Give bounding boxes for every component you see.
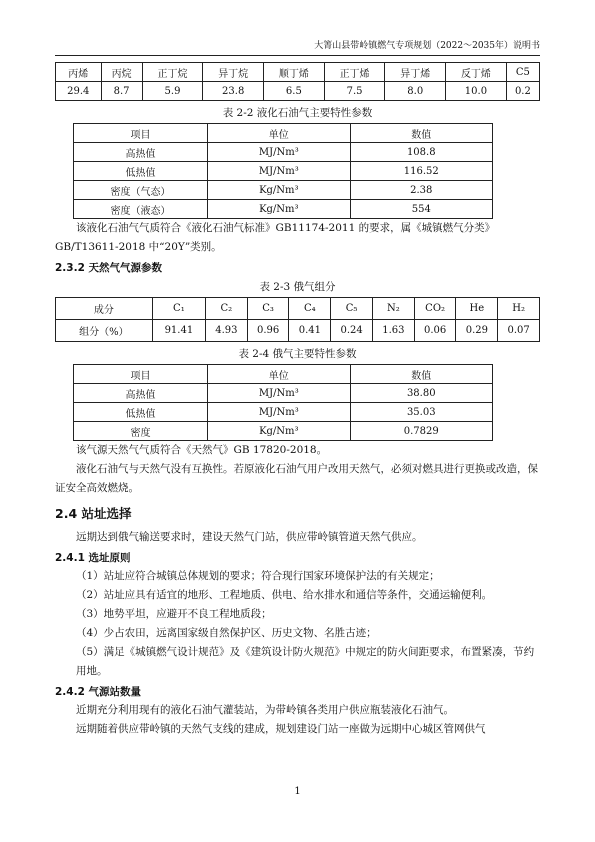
natural-gas-standard-paragraph: 该气源天然气气质符合《天然气》GB 17820-2018。 [76, 444, 328, 456]
table-cell: 高热值 [74, 143, 208, 162]
table-header-row [74, 124, 493, 143]
table-cell: 正丁烷 [142, 63, 203, 82]
list-item: （3）地势平坦，应避开不良工程地质段； [76, 608, 272, 620]
table-cell: Kg/Nm³ [208, 200, 350, 219]
table-header: N₂ [372, 298, 414, 320]
table-cell: 35.03 [350, 403, 492, 422]
table-header: 成分 [56, 298, 153, 320]
table-cell: 顺丁烯 [264, 63, 325, 82]
table-cell: 0.29 [456, 320, 498, 342]
table-cell: 异丁烷 [203, 63, 264, 82]
table-row [56, 320, 540, 342]
table-cell: 4.93 [205, 320, 247, 342]
table-header: C₂ [205, 298, 247, 320]
table-header: C₄ [289, 298, 331, 320]
table-header-row [74, 365, 493, 384]
table-cell: 8.0 [385, 82, 446, 101]
table-header: He [456, 298, 498, 320]
table-row [74, 162, 493, 181]
near-term-paragraph: 近期充分利用现有的液化石油气灌装站，为带岭镇各类用户供应瓶装液化石油气。 [76, 704, 454, 716]
table-cell: 38.80 [350, 384, 492, 403]
table-header: H₂ [498, 298, 540, 320]
table-cell: 丙烯 [56, 63, 102, 82]
table-row [74, 200, 493, 219]
table-header: 项目 [74, 365, 208, 384]
natural-gas-properties-table [73, 364, 493, 441]
lpg-properties-table [73, 123, 493, 219]
list-item: （1）站址应符合城镇总体规划的要求；符合现行国家环境保护法的有关规定； [76, 570, 440, 582]
table-header: 数值 [350, 124, 492, 143]
table-cell: 5.9 [142, 82, 203, 101]
table-cell: 0.24 [331, 320, 373, 342]
page-content [55, 62, 540, 739]
table-caption: 表 2-2 液化石油气主要特性参数 [222, 107, 373, 119]
table-cell: 0.07 [498, 320, 540, 342]
list-item: （4）少占农田，远离国家级自然保护区、历史文物、名胜古迹； [76, 627, 377, 639]
table-header: 项目 [74, 124, 208, 143]
table-cell: 116.52 [350, 162, 492, 181]
table-row [74, 181, 493, 200]
table-cell: 10.0 [446, 82, 507, 101]
table-cell: 0.96 [247, 320, 289, 342]
table-cell: Kg/Nm³ [208, 422, 350, 441]
table-cell: 高热值 [74, 384, 208, 403]
natural-gas-composition-table [55, 297, 540, 342]
table-header: CO₂ [414, 298, 456, 320]
table-cell: 1.63 [372, 320, 414, 342]
table-row [74, 143, 493, 162]
table-cell: MJ/Nm³ [208, 143, 350, 162]
table-cell: 6.5 [264, 82, 325, 101]
table-cell: 密度 [74, 422, 208, 441]
table-header: 单位 [208, 365, 350, 384]
long-term-paragraph: 远期随着供应带岭镇的天然气支线的建成，规划建设门站一座做为远期中心城区管网供气 [76, 723, 486, 735]
table-cell: 异丁烯 [385, 63, 446, 82]
table-header-row [56, 298, 540, 320]
table-row [56, 63, 540, 82]
table-cell: 29.4 [56, 82, 102, 101]
table-cell: 0.7829 [350, 422, 492, 441]
table-row [74, 422, 493, 441]
section-heading-2-4-1: 2.4.1 选址原则 [55, 552, 131, 564]
page-header: 大箐山县带岭镇燃气专项规划（2022～2035年）说明书 [55, 38, 540, 56]
table-cell: 8.7 [101, 82, 142, 101]
gate-station-paragraph: 远期达到俄气输送要求时，建设天然气门站，供应带岭镇管道天然气供应。 [76, 531, 423, 543]
section-heading-2-4-2: 2.4.2 气源站数量 [55, 686, 142, 698]
table-cell: 23.8 [203, 82, 264, 101]
table-cell: 0.06 [414, 320, 456, 342]
table-cell: 正丁烯 [324, 63, 385, 82]
list-item: （2）站址应具有适宜的地形、工程地质、供电、给水排水和通信等条件，交通运输便利。 [76, 589, 493, 601]
table-row [56, 82, 540, 101]
table-cell: 低热值 [74, 403, 208, 422]
table-cell: Kg/Nm³ [208, 181, 350, 200]
table-header: 单位 [208, 124, 350, 143]
interchangeability-paragraph: 液化石油气与天然气没有互换性。若原液化石油气用户改用天然气，必须对燃具进行更换或改造，保证安全高效燃烧。 [55, 463, 538, 494]
table-cell: MJ/Nm³ [208, 384, 350, 403]
table-cell: 108.8 [350, 143, 492, 162]
table-cell: 密度（液态） [74, 200, 208, 219]
table-cell: 91.41 [152, 320, 205, 342]
table-cell: MJ/Nm³ [208, 403, 350, 422]
table-header: C₁ [152, 298, 205, 320]
lpg-standard-paragraph: 该液化石油气气质符合《液化石油气标准》GB11174-2011 的要求，属《城镇燃气分类》GB/T13611-2018 中“20Y”类别。 [55, 222, 496, 253]
table-cell: 丙烷 [101, 63, 142, 82]
table-caption: 表 2-4 俄气主要特性参数 [238, 348, 357, 360]
table-cell: 反丁烯 [446, 63, 507, 82]
lpg-composition-table [55, 62, 540, 101]
table-cell: C5 [506, 63, 539, 82]
table-row [74, 384, 493, 403]
table-row [74, 403, 493, 422]
section-heading-2-3-2: 2.3.2 天然气气源参数 [55, 262, 163, 274]
section-heading-2-4: 2.4 站址选择 [55, 506, 132, 521]
table-cell: 低热值 [74, 162, 208, 181]
table-cell: 7.5 [324, 82, 385, 101]
table-header: C₃ [247, 298, 289, 320]
table-cell: MJ/Nm³ [208, 162, 350, 181]
list-item: （5）满足《城镇燃气设计规范》及《建筑设计防火规范》中规定的防火间距要求，布置紧凑，节约用地。 [76, 646, 535, 677]
table-cell: 0.41 [289, 320, 331, 342]
table-cell: 组分（%） [56, 320, 153, 342]
table-cell: 554 [350, 200, 492, 219]
table-cell: 2.38 [350, 181, 492, 200]
table-caption: 表 2-3 俄气组分 [259, 281, 336, 293]
table-cell: 密度（气态） [74, 181, 208, 200]
page-number: 1 [294, 786, 301, 797]
table-header: 数值 [350, 365, 492, 384]
table-cell: 0.2 [506, 82, 539, 101]
table-header: C₅ [331, 298, 373, 320]
